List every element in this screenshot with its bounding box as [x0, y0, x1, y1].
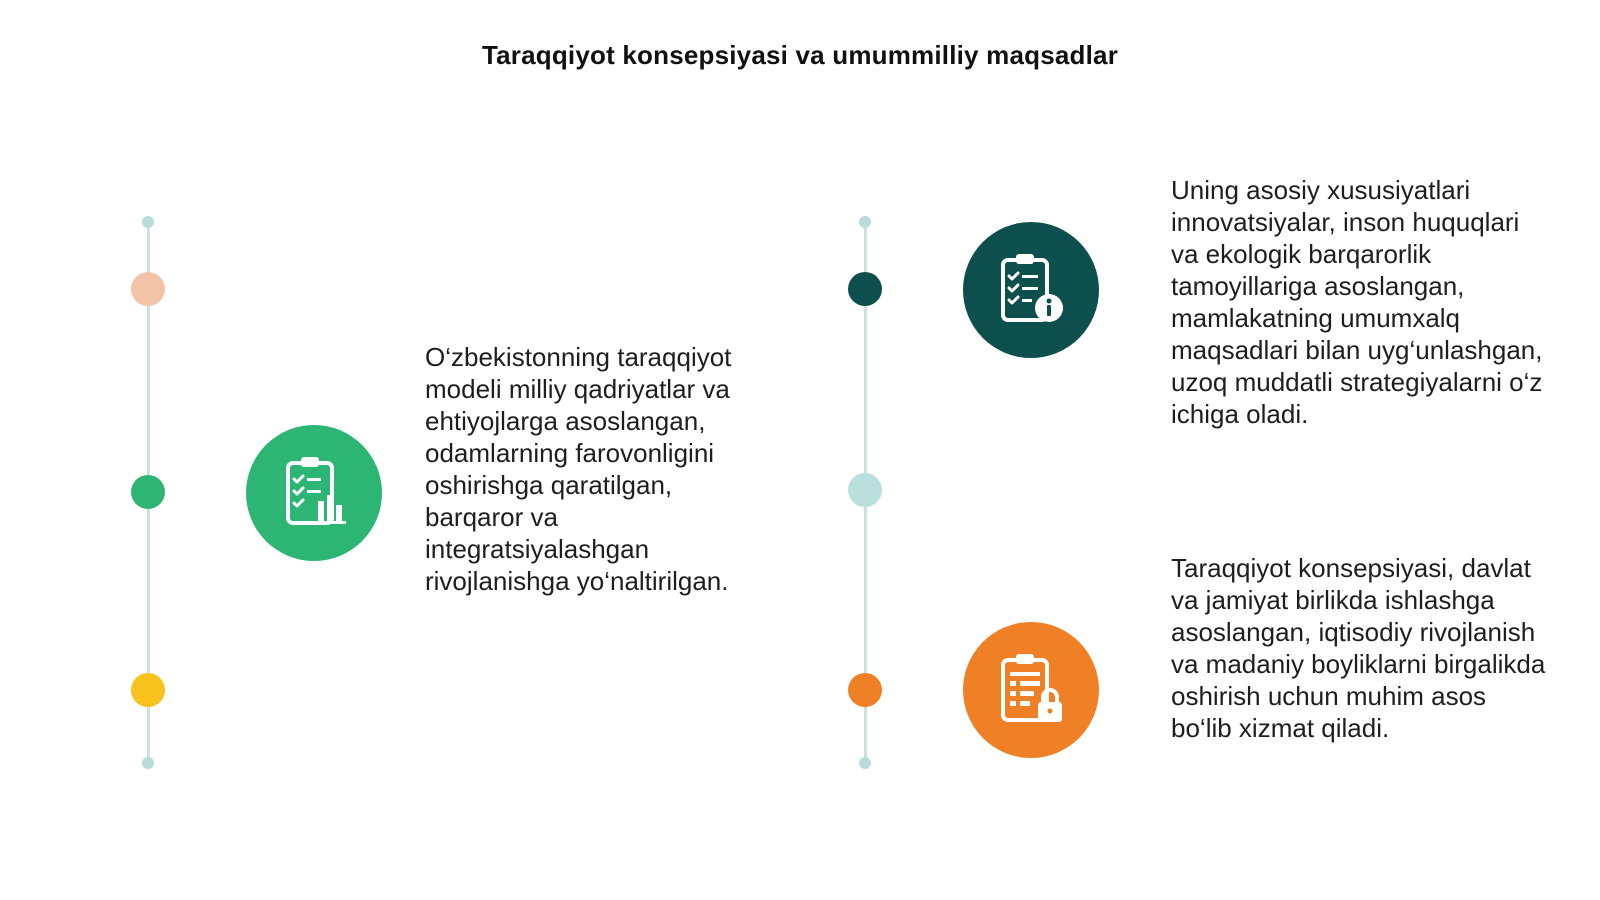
clipboard-info-icon — [963, 222, 1099, 358]
middle-timeline-bottom-end — [859, 757, 871, 769]
clipboard-chart-icon — [246, 425, 382, 561]
clipboard-lock-icon — [963, 622, 1099, 758]
left-timeline-node-yellow — [131, 673, 165, 707]
left-timeline-top-end — [142, 216, 154, 228]
left-timeline-bottom-end — [142, 757, 154, 769]
middle-timeline-node-light-teal — [848, 473, 882, 507]
page-title: Taraqqiyot konsepsiyasi va umummilliy maqsadlar — [481, 40, 1119, 70]
middle-timeline-top-end — [859, 216, 871, 228]
right-top-description: Uning asosiy xususiyatlari innovatsiyalar, inson huquqlari va ekologik barqarorlik tamoyillariga asoslangan, mamlakatning umumxalq maqsadlari bilan uyg‘unlashgan, uzoq muddatli strategiyalarni o‘z ichiga oladi. — [1171, 175, 1543, 429]
left-timeline-node-peach — [131, 272, 165, 306]
middle-timeline-node-dark-teal — [848, 272, 882, 306]
left-description: O‘zbekistonning taraqqiyot modeli milliy qadriyatlar va ehtiyojlarga asoslangan, odamlarning farovonligini oshirishga qaratilgan, barqaror va integratsiyalashgan rivojlanishga yo‘naltirilgan. — [425, 342, 732, 596]
middle-timeline-node-orange — [848, 673, 882, 707]
right-bottom-description: Taraqqiyot konsepsiyasi, davlat va jamiyat birlikda ishlashga asoslangan, iqtisodiy rivojlanish va madaniy boyliklarni birgalikda oshirish uchun muhim asos bo‘lib xizmat qiladi. — [1171, 553, 1546, 743]
left-timeline-node-green — [131, 475, 165, 509]
